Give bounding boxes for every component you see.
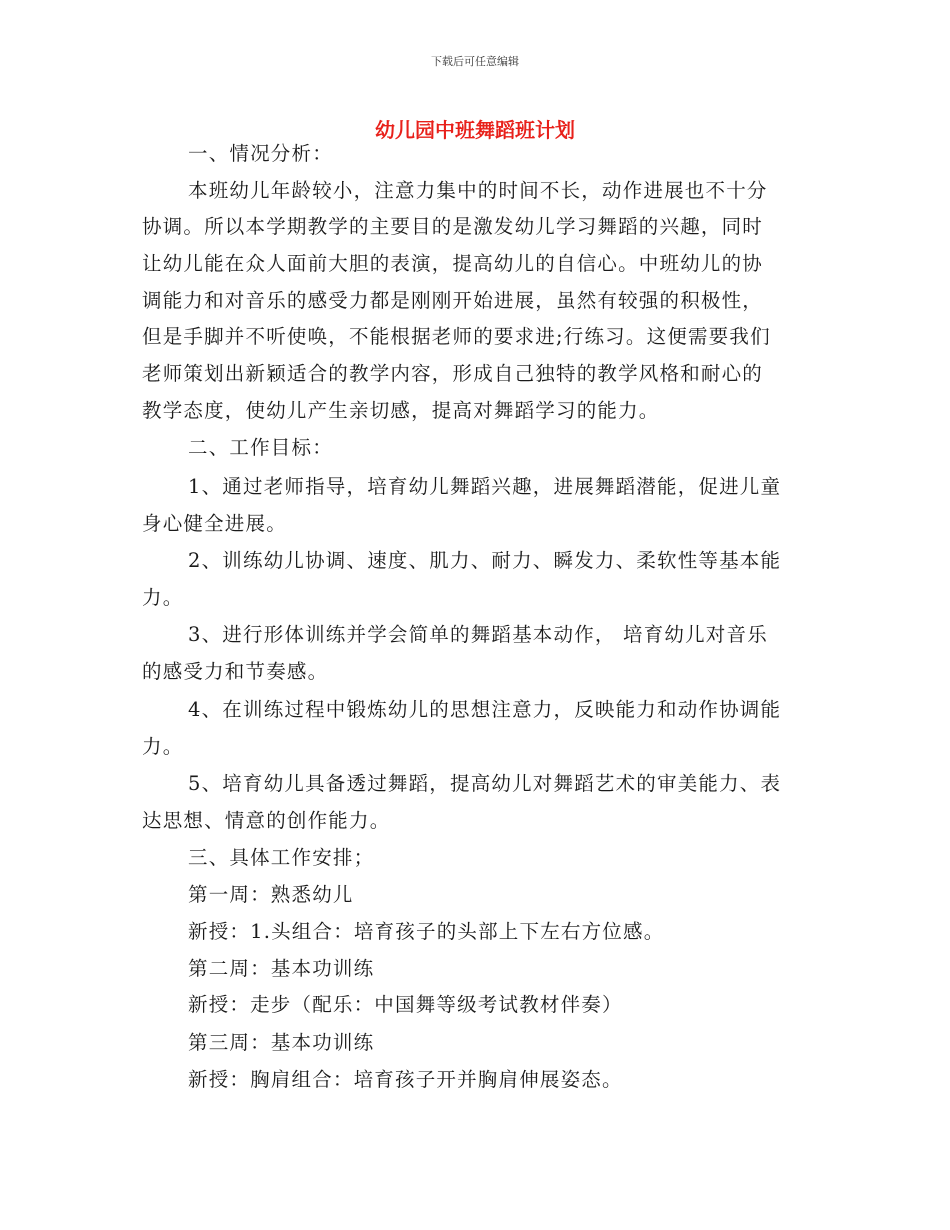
goal-line: 力。 — [142, 735, 184, 758]
schedule-line: 新授：1.头组合：培育孩子的头部上下左右方位感。 — [188, 920, 665, 943]
paragraph-line: 但是手脚并不听使唤，不能根据老师的要求进;行练习。这便需要我们 — [142, 325, 771, 348]
section-heading-2: 二、工作目标： — [188, 436, 333, 459]
section-heading-1: 一、情况分析： — [188, 142, 333, 165]
schedule-line: 第二周：基本功训练 — [188, 957, 375, 980]
paragraph-line: 老师策划出新颖适合的教学内容，形成自己独特的教学风格和耐心的 — [142, 362, 764, 385]
goal-line: 身心健全进展。 — [142, 512, 287, 535]
goal-line: 1、通过老师指导，培育幼儿舞蹈兴趣，进展舞蹈潜能，促进儿童 — [188, 475, 782, 498]
schedule-line: 新授：胸肩组合：培育孩子开并胸肩伸展姿态。 — [188, 1068, 623, 1091]
goal-line: 的感受力和节奏感。 — [142, 660, 329, 683]
document-title: 幼儿园中班舞蹈班计划 — [375, 118, 575, 142]
paragraph-line: 协调。所以本学期教学的主要目的是激发幼儿学习舞蹈的兴趣，同时 — [142, 215, 764, 238]
goal-line: 2、训练幼儿协调、速度、肌力、耐力、瞬发力、柔软性等基本能 — [188, 549, 782, 572]
page-header-note: 下载后可任意编辑 — [431, 55, 519, 68]
schedule-line: 第一周：熟悉幼儿 — [188, 883, 354, 906]
paragraph-line: 本班幼儿年龄较小，注意力集中的时间不长，动作进展也不十分 — [188, 179, 768, 202]
section-heading-3: 三、具体工作安排； — [188, 846, 375, 869]
goal-line: 力。 — [142, 586, 184, 609]
schedule-line: 新授：走步（配乐：中国舞等级考试教材伴奏） — [188, 993, 623, 1016]
goal-line: 达思想、情意的创作能力。 — [142, 809, 391, 832]
goal-line: 4、在训练过程中锻炼幼儿的思想注意力，反映能力和动作协调能 — [188, 698, 782, 721]
goal-line: 5、培育幼儿具备透过舞蹈，提高幼儿对舞蹈艺术的审美能力、表 — [188, 772, 782, 795]
schedule-line: 第三周：基本功训练 — [188, 1031, 375, 1054]
goal-line: 3、进行形体训练并学会简单的舞蹈基本动作， 培育幼儿对音乐 — [188, 623, 768, 646]
paragraph-line: 教学态度，使幼儿产生亲切感，提高对舞蹈学习的能力。 — [142, 399, 660, 422]
paragraph-line: 调能力和对音乐的感受力都是刚刚开始进展，虽然有较强的积极性， — [142, 289, 764, 312]
paragraph-line: 让幼儿能在众人面前大胆的表演，提高幼儿的自信心。中班幼儿的协 — [142, 252, 764, 275]
